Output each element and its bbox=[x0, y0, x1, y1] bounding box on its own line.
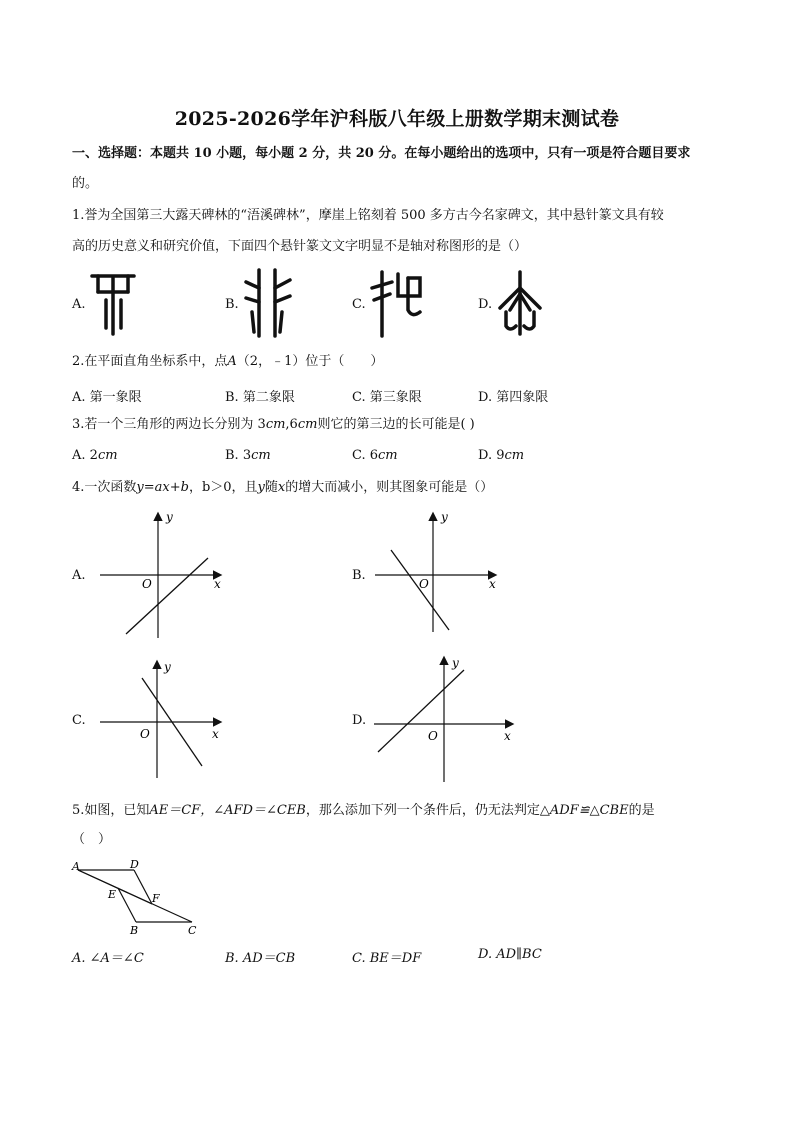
segment-AC bbox=[78, 870, 192, 922]
x-label: x bbox=[214, 577, 221, 591]
q2-option-c: C. 第三象限 bbox=[352, 390, 422, 405]
q5-line1-post: ，那么添加下列一个条件后，仍无法判定△ bbox=[305, 803, 550, 818]
q1-text-line2: 高的历史意义和研究价值，下面四个悬针篆文文字明显不是轴对称图形的是（） bbox=[72, 239, 528, 254]
q3-text-pre: 3.若一个三角形的两边长分别为 3 bbox=[72, 417, 266, 432]
y-label: y bbox=[452, 656, 459, 670]
x-label: x bbox=[504, 729, 511, 743]
point-e-label: E bbox=[108, 888, 117, 901]
q4-mid: 随 bbox=[264, 480, 278, 495]
q5-option-a: A. ∠A＝∠C bbox=[72, 951, 144, 966]
q5-text-line2: （ ） bbox=[72, 832, 112, 847]
q3-option-c-unit: cm bbox=[378, 448, 398, 463]
q3-unit1: cm bbox=[265, 417, 286, 432]
q5-option-d: D. AD∥BC bbox=[478, 947, 542, 962]
q4-option-a-graph bbox=[98, 508, 228, 640]
q5-line1-end: 的是 bbox=[628, 803, 655, 818]
q4-var-y: y bbox=[257, 480, 265, 495]
q3-option-b-unit: cm bbox=[251, 448, 271, 463]
q1-option-b-label: B. bbox=[225, 297, 239, 312]
q1-option-a-glyph bbox=[88, 270, 138, 336]
q5-option-c: C. BE＝DF bbox=[352, 951, 422, 966]
q4-var-x: x bbox=[277, 480, 286, 495]
q2-text-post: （2，﹣1）位于（ ） bbox=[236, 354, 384, 369]
function-line bbox=[126, 558, 208, 634]
x-label: x bbox=[212, 727, 219, 741]
q3-option-a bbox=[72, 448, 118, 463]
function-line bbox=[378, 670, 464, 752]
q3-option-b-label: B. 3 bbox=[225, 448, 252, 463]
q3-text-post: 则它的第三边的长可能是( ) bbox=[317, 417, 475, 432]
q4-cond: ，b＞0，且 bbox=[188, 480, 258, 495]
q4-func: y=ax+b bbox=[136, 480, 189, 495]
q3-option-d bbox=[478, 448, 524, 463]
q4-option-b-graph bbox=[373, 508, 503, 634]
x-label: x bbox=[489, 577, 496, 591]
q5-text-line1 bbox=[72, 803, 655, 819]
q2-text bbox=[72, 354, 383, 370]
point-c-label: C bbox=[188, 924, 197, 937]
q3-unit2: cm bbox=[297, 417, 318, 432]
y-label: y bbox=[164, 660, 171, 674]
q2-option-a: A. 第一象限 bbox=[72, 390, 142, 405]
q2-text-pre: 2.在平面直角坐标系中，点 bbox=[72, 354, 228, 369]
q1-option-d-glyph bbox=[492, 268, 548, 336]
section-instructions-line2: 的。 bbox=[72, 176, 99, 191]
q5-cond1: AE＝CF，∠AFD＝∠CEB bbox=[149, 803, 306, 818]
q3-option-c bbox=[352, 448, 398, 463]
q1-text-line1: 1.誉为全国第三大露天碑林的“浯溪碑林”，摩崖上铭刻着 500 多方古今名家碑文，其中悬针篆文具有较 bbox=[72, 208, 664, 223]
q2-option-d: D. 第四象限 bbox=[478, 390, 549, 405]
q1-option-c-label: C. bbox=[352, 297, 366, 312]
q1-option-b-glyph bbox=[242, 266, 294, 338]
q5-option-b: B. AD＝CB bbox=[225, 951, 296, 966]
q4-option-c-graph bbox=[98, 656, 228, 780]
q3-option-b bbox=[225, 448, 271, 463]
point-d-label: D bbox=[130, 858, 139, 871]
q4-option-d-graph bbox=[372, 652, 518, 784]
q5-figure bbox=[70, 856, 200, 938]
point-f-label: F bbox=[152, 892, 160, 905]
q5-line1-pre: 5.如图，已知 bbox=[72, 803, 150, 818]
page-title: 2025-2026学年沪科版八年级上册数学期末测试卷 bbox=[174, 108, 620, 130]
q1-option-c-glyph bbox=[368, 266, 426, 338]
q4-option-c-label: C. bbox=[72, 713, 86, 728]
q5-tri: ADF≌△CBE bbox=[549, 803, 629, 818]
point-a-label: A bbox=[72, 860, 80, 873]
q3-option-d-label: D. 9 bbox=[478, 448, 505, 463]
origin-label: O bbox=[140, 727, 150, 741]
q1-option-d-label: D. bbox=[478, 297, 493, 312]
q3-mid: ,6 bbox=[285, 417, 298, 432]
q3-option-a-unit: cm bbox=[97, 448, 118, 463]
q3-option-c-label: C. 6 bbox=[352, 448, 379, 463]
q4-text-pre: 4.一次函数 bbox=[72, 480, 137, 495]
q1-option-a-label: A. bbox=[72, 297, 86, 312]
q4-text bbox=[72, 480, 493, 496]
q2-point: A bbox=[227, 354, 237, 369]
origin-label: O bbox=[142, 577, 152, 591]
q2-option-b: B. 第二象限 bbox=[225, 390, 295, 405]
point-b-label: B bbox=[130, 924, 139, 937]
q4-option-b-label: B. bbox=[352, 568, 366, 583]
q4-option-d-label: D. bbox=[352, 713, 367, 728]
q3-text bbox=[72, 417, 475, 433]
q3-option-d-unit: cm bbox=[504, 448, 525, 463]
y-label: y bbox=[441, 510, 448, 524]
section-instructions-line1: 一、选择题：本题共 10 小题，每小题 2 分，共 20 分。在每小题给出的选项中，只有一项是符合题目要求 bbox=[72, 146, 691, 161]
q4-option-a-label: A. bbox=[72, 568, 86, 583]
y-label: y bbox=[166, 510, 173, 524]
q3-option-a-label: A. 2 bbox=[72, 448, 98, 463]
q4-text-post: 的增大而减小，则其图象可能是（） bbox=[285, 480, 494, 495]
origin-label: O bbox=[419, 577, 429, 591]
segment-DF bbox=[134, 870, 152, 904]
origin-label: O bbox=[428, 729, 438, 743]
